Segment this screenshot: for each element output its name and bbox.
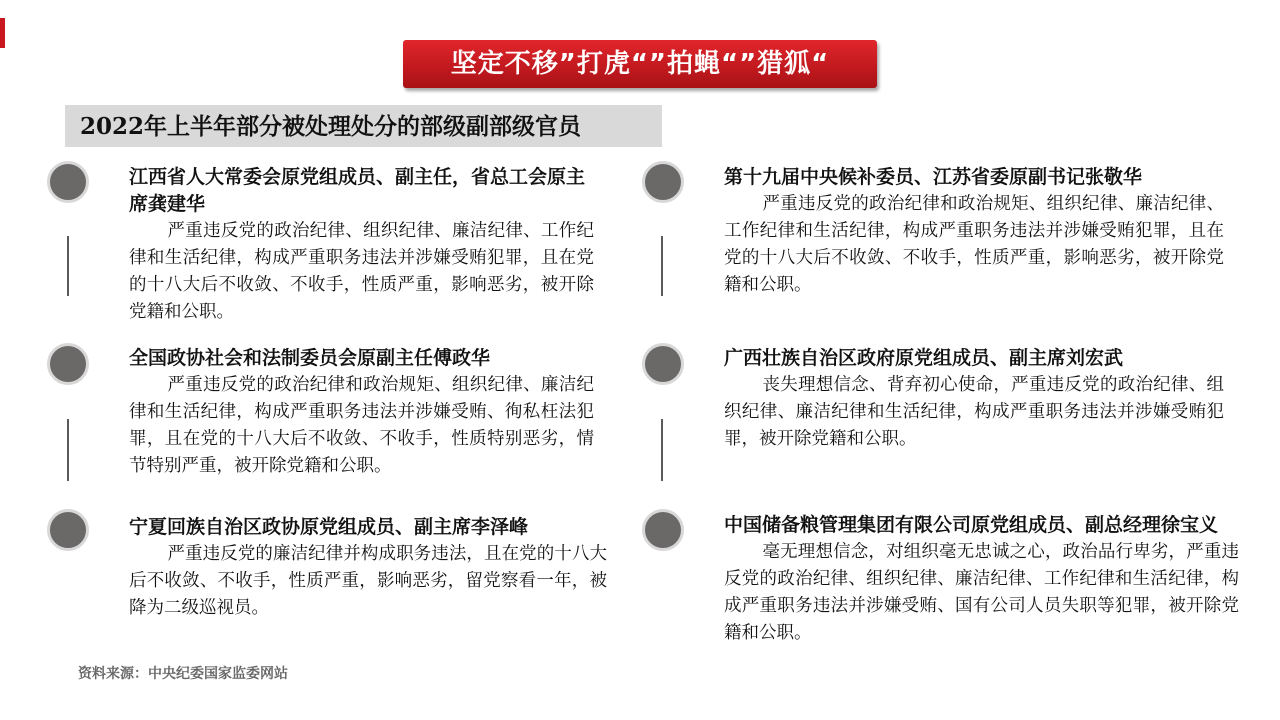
timeline-connector [67, 419, 69, 481]
official-entry-6 [724, 512, 1239, 647]
official-entry-1 [129, 164, 594, 326]
source-note: 资料来源：中央纪委国家监委网站 [78, 666, 288, 682]
bullet-icon [47, 509, 89, 551]
official-entry-2 [129, 345, 594, 480]
official-entry-3 [129, 514, 607, 622]
official-verdict: 严重违反党的政治纪律、组织纪律、廉洁纪律、工作纪律和生活纪律，构成严重职务违法并涉嫌受贿犯罪，且在党的十八大后不收敛、不收手，性质严重，影响恶劣，被开除党籍和公职。 [129, 221, 594, 322]
official-name-title: 江西省人大常委会原党组成员、副主任，省总工会原主席龚建华 [129, 166, 586, 215]
official-verdict: 严重违反党的廉洁纪律并构成职务违法，且在党的十八大后不收敛、不收手，性质严重，影响恶劣，留党察看一年，被降为二级巡视员。 [129, 544, 607, 618]
bullet-icon [47, 343, 89, 385]
official-verdict: 丧失理想信念、背弃初心使命，严重违反党的政治纪律、组织纪律、廉洁纪律和生活纪律，构成严重职务违法并涉嫌受贿犯罪，被开除党籍和公职。 [724, 375, 1224, 449]
official-name-title: 第十九届中央候补委员、江苏省委原副书记张敬华 [724, 166, 1143, 188]
official-name-title: 全国政协社会和法制委员会原副主任傅政华 [129, 347, 491, 369]
official-verdict: 严重违反党的政治纪律和政治规矩、组织纪律、廉洁纪律、工作纪律和生活纪律，构成严重职务违法并涉嫌受贿犯罪，且在党的十八大后不收敛、不收手，性质严重，影响恶劣，被开除党籍和公职。 [724, 194, 1224, 295]
timeline-connector [67, 236, 69, 296]
official-name-title: 广西壮族自治区政府原党组成员、副主席刘宏武 [724, 347, 1124, 369]
corner-accent [0, 18, 5, 48]
bullet-icon [47, 161, 89, 203]
official-verdict: 毫无理想信念，对组织毫无忠诚之心，政治品行卑劣，严重违反党的政治纪律、组织纪律、廉洁纪律、工作纪律和生活纪律，构成严重职务违法并涉嫌受贿、国有公司人员失职等犯罪，被开除党籍和公职。 [724, 542, 1239, 643]
official-name-title: 中国储备粮管理集团有限公司原党组成员、副总经理徐宝义 [724, 514, 1219, 536]
official-entry-4 [724, 164, 1224, 299]
timeline-connector [661, 419, 663, 481]
section-subtitle-text: 2022年上半年部分被处理处分的部级副部级官员 [80, 113, 582, 140]
bullet-icon [642, 509, 684, 551]
official-verdict: 严重违反党的政治纪律和政治规矩、组织纪律、廉洁纪律和生活纪律，构成严重职务违法并涉嫌受贿、徇私枉法犯罪，且在党的十八大后不收敛、不收手，性质特别恶劣，情节特别严重，被开除党籍和公职。 [129, 375, 594, 476]
timeline-connector [661, 236, 663, 296]
page-banner: 坚定不移”打虎“”拍蝇“”猎狐“ [403, 40, 877, 88]
bullet-icon [642, 161, 684, 203]
section-subtitle [65, 105, 662, 147]
official-entry-5 [724, 345, 1224, 453]
official-name-title: 宁夏回族自治区政协原党组成员、副主席李泽峰 [129, 516, 529, 538]
bullet-icon [642, 343, 684, 385]
